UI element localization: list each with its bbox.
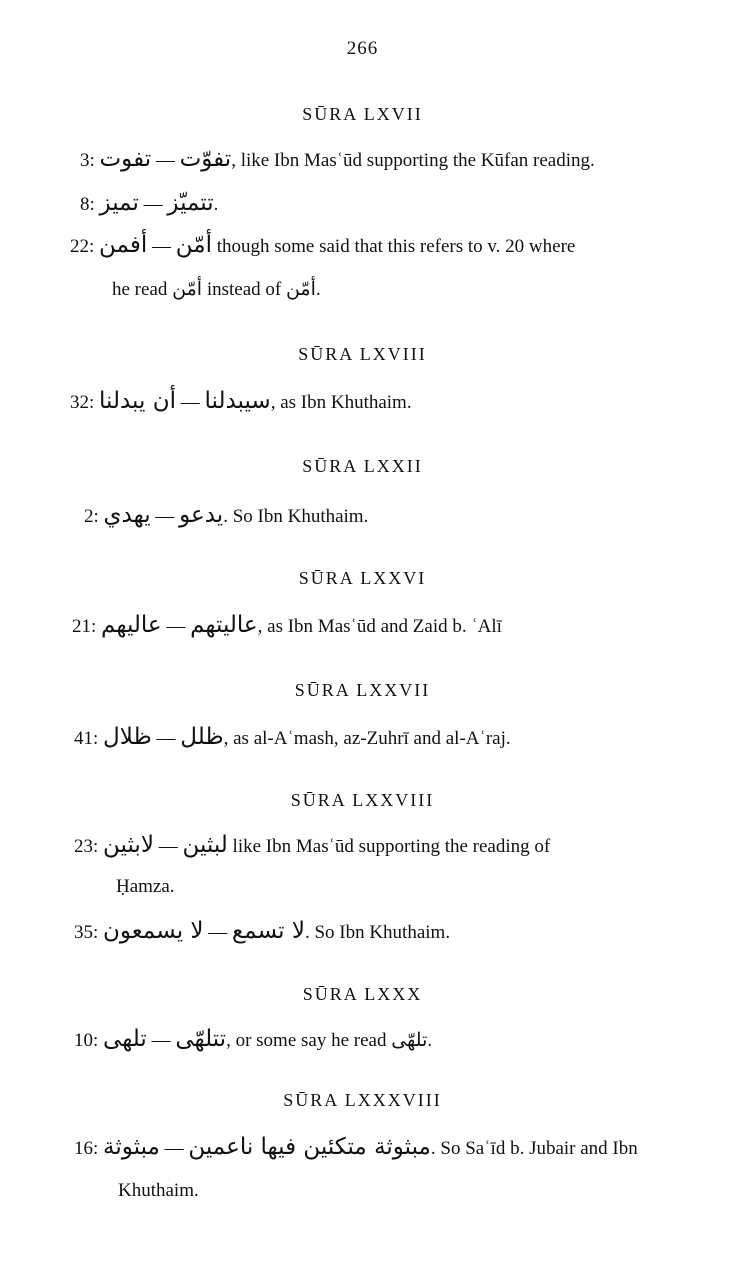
arabic-reading: ظلال (103, 724, 152, 750)
arabic-variant: يدعو (179, 502, 224, 528)
entry-continuation: Khuthaim. (118, 1180, 199, 1201)
entry-line (74, 1134, 638, 1160)
verse-number: 41: (74, 728, 99, 749)
dash: — (180, 392, 200, 413)
arabic-variant: تتميّز (167, 190, 214, 216)
verse-number: 35: (74, 922, 99, 943)
dash: — (158, 836, 178, 857)
entry-text: . So Ibn Khuthaim. (223, 506, 369, 527)
entry-line (74, 918, 450, 944)
dash: — (143, 194, 163, 215)
arabic-variant: عاليتهم (190, 612, 258, 638)
verse-number: 10: (74, 1030, 99, 1051)
dash: — (164, 1138, 184, 1159)
dash: — (208, 922, 228, 943)
entry-text: , or some say he read تلهّى. (226, 1030, 433, 1051)
entry-text: . So Ibn Khuthaim. (304, 922, 451, 943)
dash: — (155, 506, 175, 527)
section-heading: SŪRA LXVII (302, 104, 423, 124)
entry-text: like Ibn Masʿūd supporting the reading of (227, 836, 551, 857)
verse-number: 2: (84, 506, 99, 527)
verse-number: 22: (70, 236, 95, 257)
entry-continuation: Ḥamza. (116, 876, 175, 897)
arabic-variant: سيبدلنا (204, 388, 271, 414)
section-heading: SŪRA LXXVI (298, 568, 427, 588)
verse-number: 16: (74, 1138, 99, 1159)
entry-text: . (213, 194, 219, 215)
verse-number: 21: (72, 616, 97, 637)
section-heading: SŪRA LXXVIII (290, 790, 435, 810)
entry-text: , as Ibn Khuthaim. (270, 392, 412, 413)
arabic-reading: أن يبدلنا (99, 388, 176, 414)
arabic-variant: لا تسمع (232, 918, 305, 944)
arabic-variant: تفوّت (179, 146, 232, 172)
arabic-reading: تفوت (99, 146, 152, 172)
arabic-variant: أمّن (175, 232, 212, 258)
verse-number: 32: (70, 392, 95, 413)
section-heading: SŪRA LXXVII (294, 680, 431, 700)
arabic-reading: مبثوثة (103, 1134, 160, 1160)
dash: — (166, 616, 186, 637)
entry-text: though some said that this refers to v. 20 where (211, 236, 576, 257)
arabic-reading: أفمن (99, 232, 148, 258)
arabic-variant: مبثوثة متكئين فيها ناعمين (188, 1134, 431, 1160)
entry-line (84, 502, 368, 528)
arabic-variant: ظلل (180, 724, 224, 750)
entry-text: , as al-Aʿmash, az-Zuhrī and al-Aʿraj. (223, 728, 511, 749)
section-heading: SŪRA LXXII (302, 456, 423, 476)
entry-text: , as Ibn Masʿūd and Zaid b. ʿAlī (257, 616, 502, 637)
section-heading: SŪRA LXXXVIII (283, 1090, 442, 1110)
arabic-reading: تلهى (103, 1026, 147, 1052)
entry-line (80, 146, 595, 172)
arabic-reading: يهدي (103, 502, 151, 528)
entry-continuation: he read أمّن instead of أمّن. (112, 279, 321, 300)
entry-line (74, 724, 511, 750)
dash: — (151, 236, 171, 257)
entry-line (74, 1026, 432, 1052)
entry-line (70, 232, 575, 258)
arabic-variant: تتلهّى (175, 1026, 227, 1052)
arabic-reading: لا يسمعون (103, 918, 204, 944)
dash: — (155, 150, 175, 171)
arabic-variant: لبثين (182, 832, 228, 858)
entry-line (74, 832, 550, 858)
section-heading: SŪRA LXXX (302, 984, 423, 1004)
arabic-reading: تميز (99, 190, 139, 216)
verse-number: 3: (80, 150, 95, 171)
dash: — (156, 728, 176, 749)
verse-number: 23: (74, 836, 99, 857)
entry-line (80, 190, 218, 216)
section-heading: SŪRA LXVIII (298, 344, 427, 364)
dash: — (151, 1030, 171, 1051)
entry-line (70, 388, 412, 414)
arabic-reading: لابثين (103, 832, 154, 858)
entry-text: , like Ibn Masʿūd supporting the Kūfan reading. (231, 150, 595, 171)
entry-text: . So Saʿīd b. Jubair and Ibn (430, 1138, 638, 1159)
entry-line (72, 612, 502, 638)
verse-number: 8: (80, 194, 95, 215)
page-number: 266 (346, 38, 379, 59)
arabic-reading: عاليهم (101, 612, 162, 638)
